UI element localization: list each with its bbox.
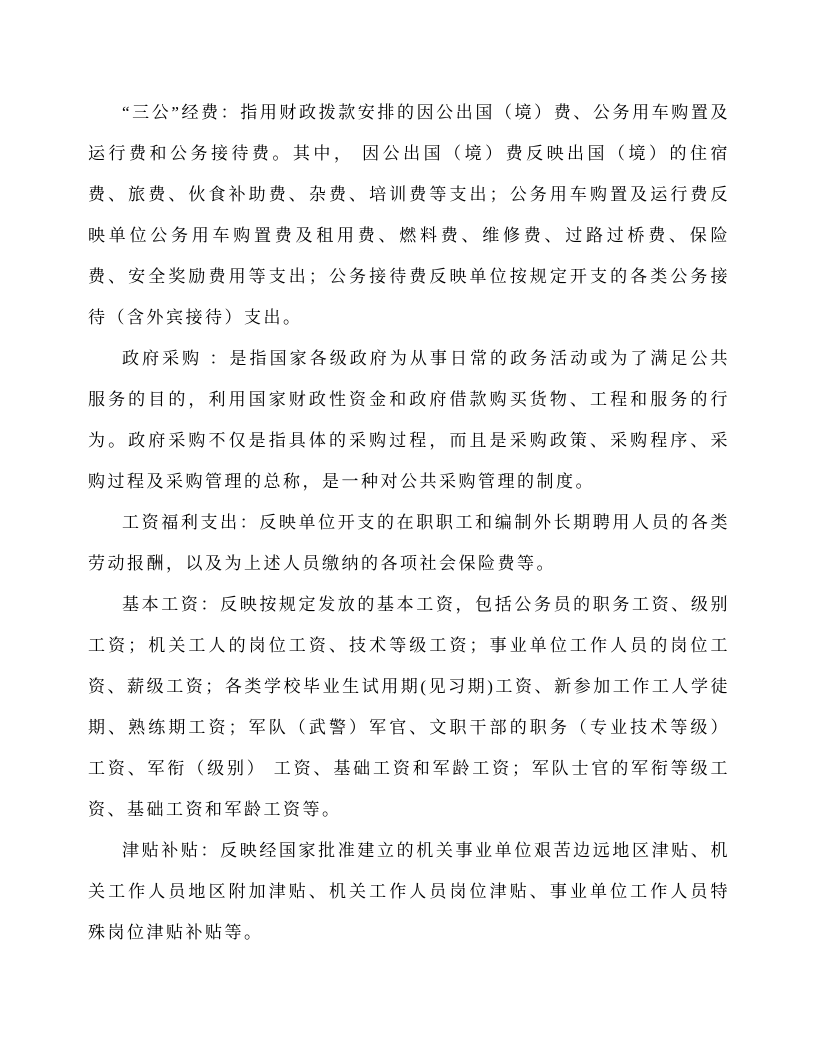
paragraph-allowances-subsidies: 津贴补贴：反映经国家批准建立的机关事业单位艰苦边远地区津贴、机关工作人员地区附加津贴、机关工作人员岗位津贴、事业单位工作人员特殊岗位津贴补贴等。 (88, 841, 730, 942)
paragraph-government-procurement: 政府采购 ：是指国家各级政府为从事日常的政务活动或为了满足公共服务的目的，利用国家财政性资金和政府借款购买货物、工程和服务的行为。政府采购不仅是指具体的采购过程，而且是采购政策、采购程序、采购过程及采购管理的总称，是一种对公共采购管理的制度。 (88, 349, 730, 491)
document-body (88, 92, 730, 953)
paragraph-basic-salary: 基本工资：反映按规定发放的基本工资，包括公务员的职务工资、级别工资；机关工人的岗位工资、技术等级工资；事业单位工作人员的岗位工资、薪级工资；各类学校毕业生试用期(见习期)工资、新参加工作工人学徒期、熟练期工资；军队（武警）军官、文职干部的职务（专业技术等级） 工资、军衔（级别） 工资、基础工资和军龄工资；军队士官的军衔等级工资、基础工资和军龄工资等。 (88, 595, 730, 819)
paragraph-wage-welfare-expenditure: 工资福利支出：反映单位开支的在职职工和编制外长期聘用人员的各类劳动报酬，以及为上述人员缴纳的各项社会保险费等。 (88, 513, 730, 573)
paragraph-sangong-expenses: “三公”经费：指用财政拨款安排的因公出国（境）费、公务用车购置及运行费和公务接待费。其中， 因公出国（境）费反映出国（境）的住宿费、旅费、伙食补助费、杂费、培训费等支出；公务用车购置及运行费反映单位公务用车购置费及租用费、燃料费、维修费、过路过桥费、保险费、安全奖励费用等支出；公务接待费反映单位按规定开支的各类公务接待（含外宾接待）支出。 (88, 103, 730, 327)
